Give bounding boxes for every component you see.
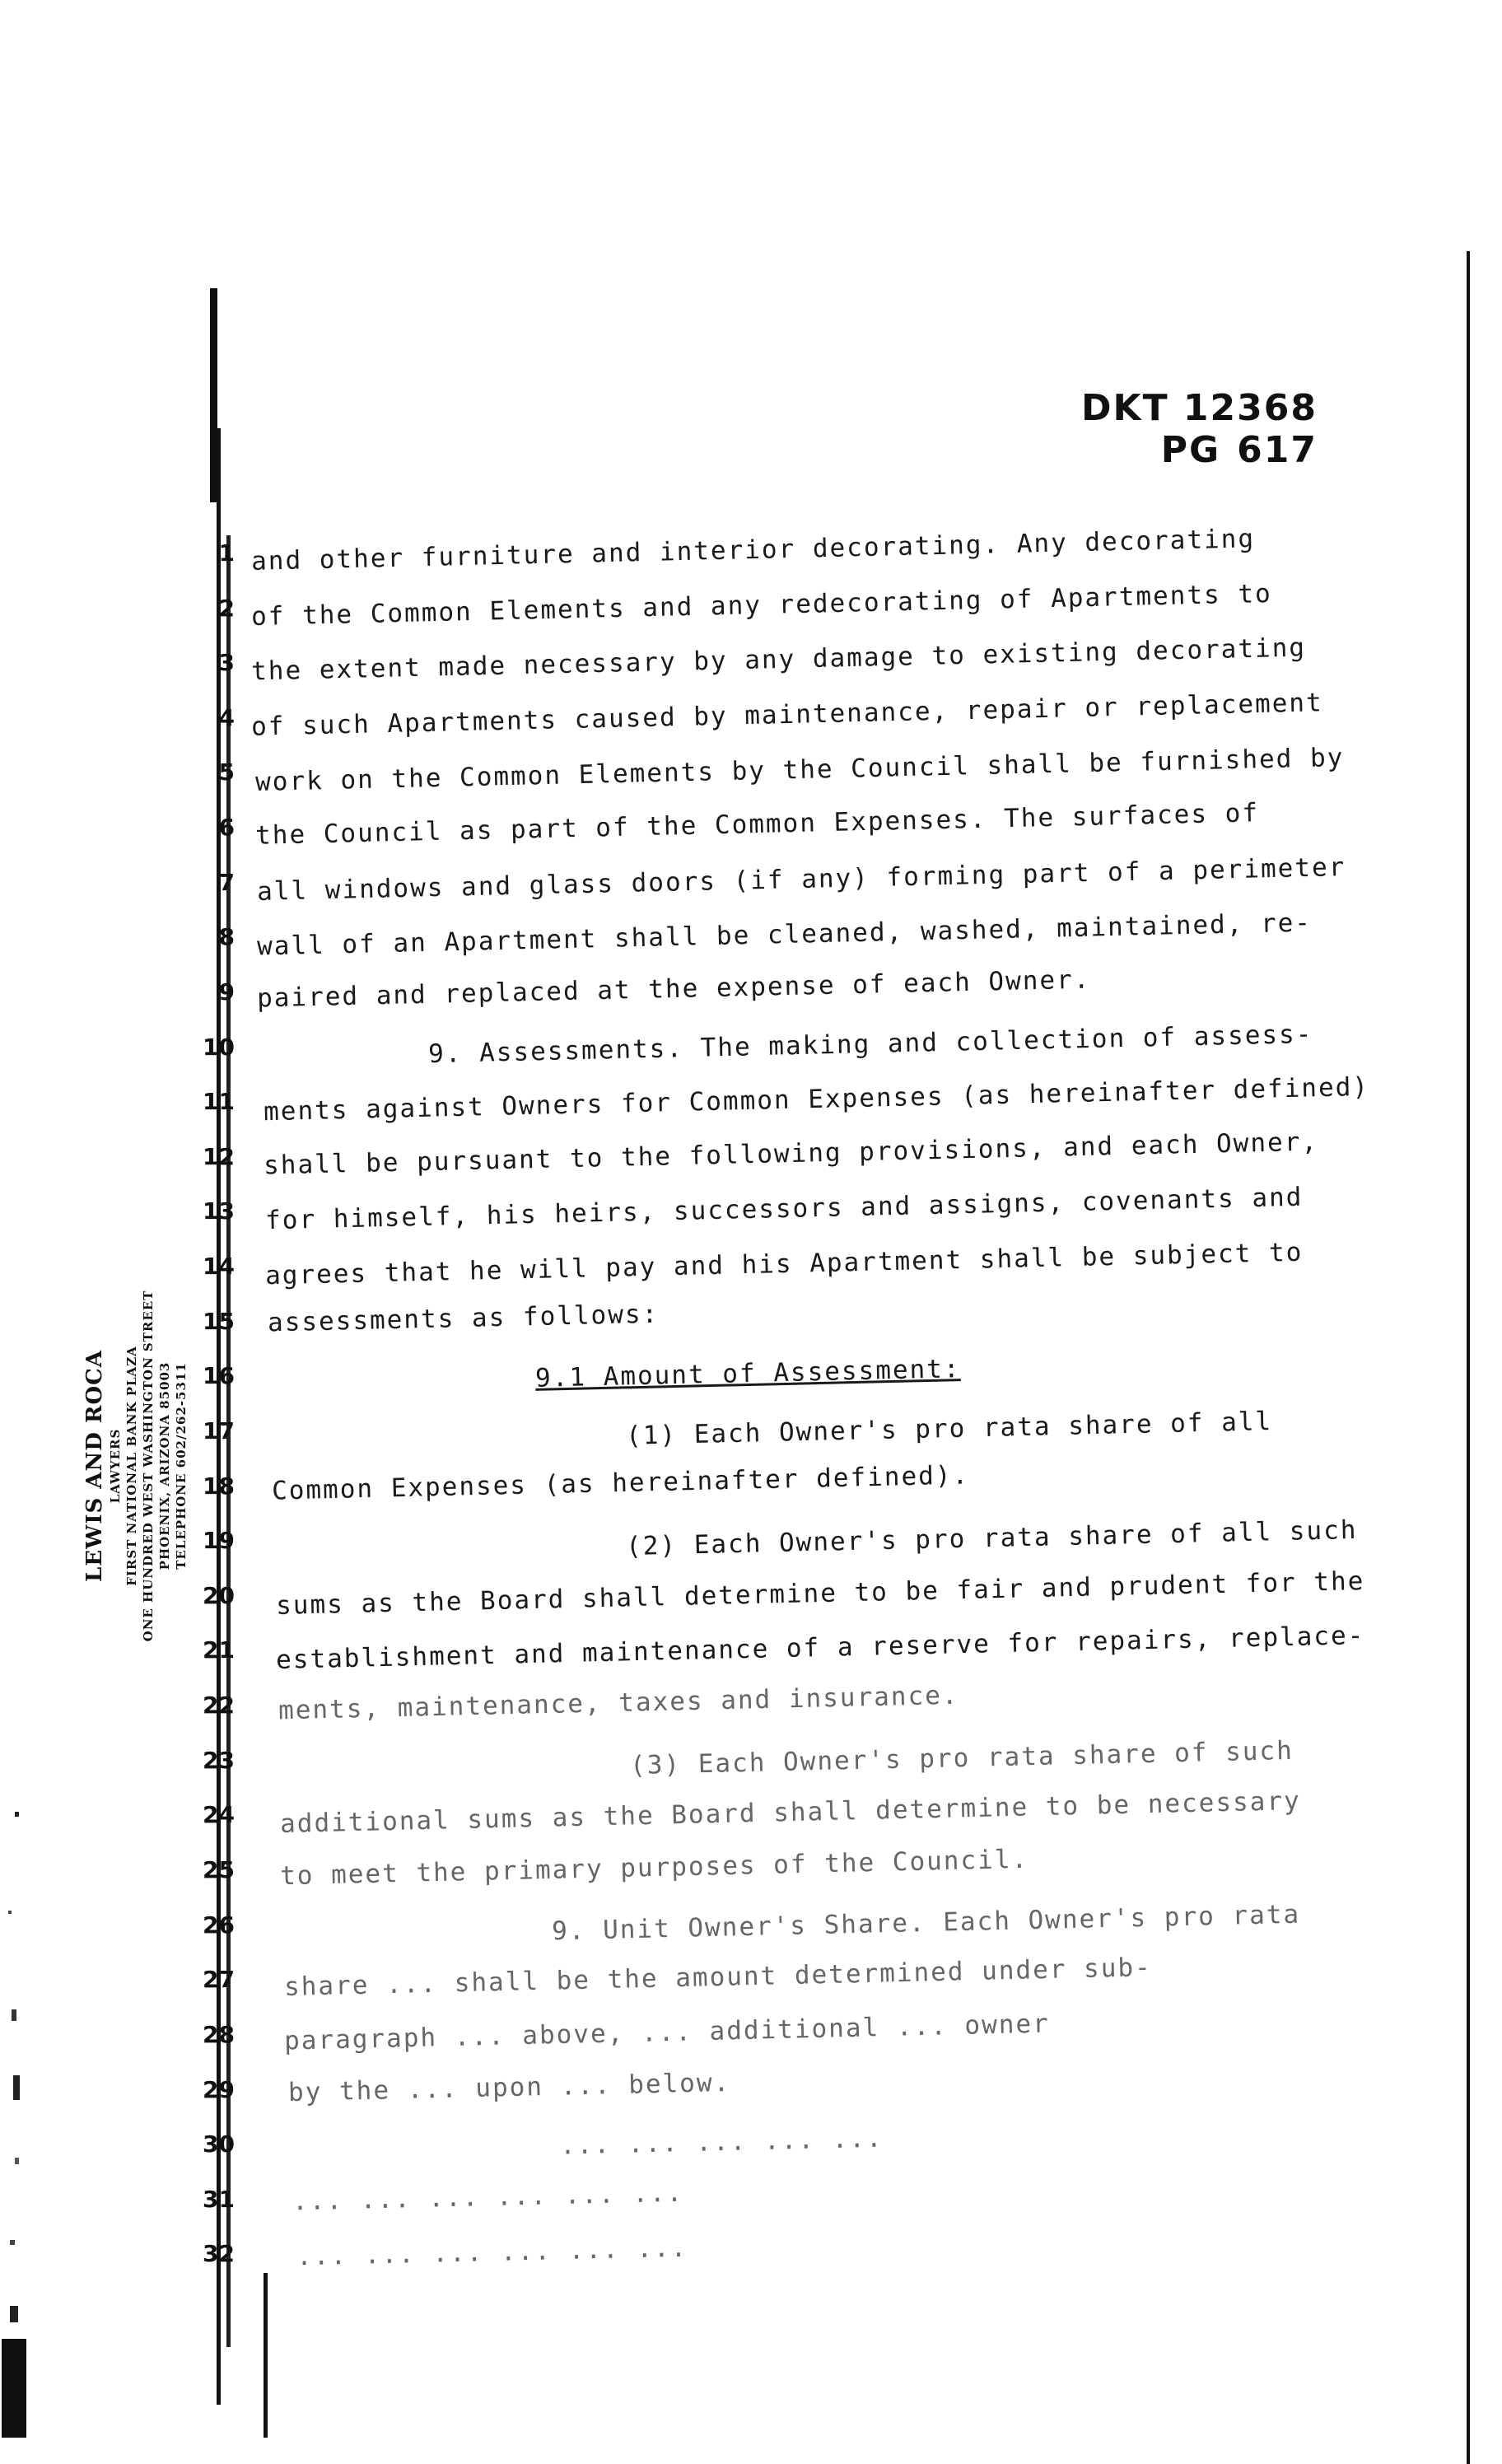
text-line: additional sums as the Board shall determine to be necessary [279, 1785, 1302, 1840]
book-reference: DKT 12368 PG [1080, 387, 1318, 471]
line-number: 1 [218, 539, 235, 567]
text-line: ... ... ... ... ... [559, 2123, 884, 2161]
text-line: ... ... ... ... ... ... [292, 2177, 684, 2217]
text-line: (2) Each Owner's pro rata share of all such [625, 1514, 1358, 1562]
text-line: sums as the Board shall determine to be fair and prudent for the [275, 1566, 1365, 1621]
scan-artifacts [0, 1812, 33, 2454]
text-line: to meet the primary purposes of the Council. [279, 1844, 1029, 1892]
line-number: 11 [203, 1088, 235, 1115]
firm-name: LEWIS AND ROCA [82, 1350, 107, 1582]
line-number: 15 [203, 1308, 235, 1335]
line-number: 29 [203, 2076, 235, 2103]
firm-address-line: FIRST NATIONAL BANK PLAZA [124, 1346, 139, 1586]
line-number: 27 [203, 1966, 235, 1993]
firm-telephone: TELEPHONE 602/262-5311 [174, 1362, 189, 1570]
line-number: 8 [218, 923, 235, 950]
text-line: ... ... ... ... ... ... [296, 2233, 688, 2272]
book-page-reference [1038, 387, 1318, 471]
text-line: ments, maintenance, taxes and insurance. [278, 1680, 959, 1726]
line-number: 22 [203, 1692, 235, 1719]
text-line: paragraph ... above, ... additional ... owner [283, 2009, 1051, 2056]
text-line: the extent made necessary by any damage to existing decorating [250, 632, 1307, 687]
line-number: 32 [203, 2240, 235, 2267]
page-number: 617 [1237, 429, 1318, 471]
line-number: 25 [203, 1856, 235, 1883]
line-number: 7 [218, 869, 235, 896]
line-number: 5 [218, 758, 235, 786]
text-line: 9. Unit Owner's Share. Each Owner's pro rata [551, 1899, 1301, 1947]
line-number: 20 [203, 1582, 235, 1609]
line-number: 2 [218, 595, 235, 622]
subsection-heading: 9.1 Amount of Assessment: [534, 1354, 961, 1393]
text-line: by the ... upon ... below. [287, 2067, 731, 2108]
text-line: 9. Assessments. The making and collection of assess- [427, 1019, 1313, 1070]
text-line: (3) Each Owner's pro rata share of such [629, 1735, 1294, 1781]
text-line: (1) Each Owner's pro rata share of all [625, 1407, 1273, 1451]
law-firm-stamp [82, 1260, 247, 1672]
text-line: shall be pursuant to the following provisions, and each Owner, [263, 1127, 1319, 1181]
text-line: establishment and maintenance of a reserve for repairs, replace- [275, 1621, 1365, 1675]
firm-address-line: PHOENIX, ARIZONA 85003 [157, 1361, 172, 1570]
text-line: wall of an Apartment shall be cleaned, washed, maintained, re- [256, 908, 1313, 962]
line-number: 6 [218, 814, 235, 841]
line-number: 19 [203, 1527, 235, 1554]
text-line: all windows and glass doors (if any) forming part of a perimeter [256, 852, 1346, 907]
line-number: 14 [203, 1253, 235, 1280]
line-number: 13 [203, 1197, 235, 1225]
line-number: 31 [203, 2186, 235, 2213]
line-number: 17 [203, 1417, 235, 1444]
text-line: of such Apartments caused by maintenance, repair or replacement [250, 688, 1324, 742]
firm-address-line: ONE HUNDRED WEST WASHINGTON STREET [141, 1290, 156, 1642]
text-line: assessments as follows: [267, 1299, 660, 1338]
line-number: 3 [218, 649, 235, 676]
line-number: 12 [203, 1143, 235, 1170]
text-line: agrees that he will pay and his Apartment shall be subject to [264, 1237, 1304, 1291]
line-number: 28 [203, 2021, 235, 2048]
text-line: of the Common Elements and any redecorating of Apartments to [250, 578, 1273, 632]
line-number: 9 [218, 978, 235, 1006]
line-number: 21 [203, 1636, 235, 1664]
line-number: 4 [218, 704, 235, 731]
line-number: 23 [203, 1747, 235, 1774]
line-number: 30 [203, 2130, 235, 2158]
line-number: 10 [203, 1034, 235, 1061]
firm-role: LAWYERS [108, 1428, 123, 1504]
left-bottom-rule [264, 2273, 268, 2438]
line-number: 26 [203, 1911, 235, 1939]
text-line: work on the Common Elements by the Council shall be furnished by [254, 743, 1345, 797]
line-number: 18 [203, 1472, 235, 1500]
right-margin-rule [1467, 251, 1470, 2464]
text-line: Common Expenses (as hereinafter defined). [271, 1460, 970, 1506]
text-line: and other furniture and interior decorating. Any decorating [250, 524, 1256, 576]
section-heading-line [428, 1020, 1313, 1069]
line-number: 16 [203, 1362, 235, 1389]
line-number: 24 [203, 1801, 235, 1828]
text-line: for himself, his heirs, successors and assigns, covenants and [264, 1182, 1304, 1236]
text-line: share ... shall be the amount determined under sub- [283, 1953, 1153, 2002]
text-line: the Council as part of the Common Expenses. The surfaces of [254, 798, 1260, 851]
text-line: ments against Owners for Common Expenses (as hereinafter defined) [263, 1071, 1370, 1127]
text-line: paired and replaced at the expense of each Owner. [256, 964, 1091, 1014]
